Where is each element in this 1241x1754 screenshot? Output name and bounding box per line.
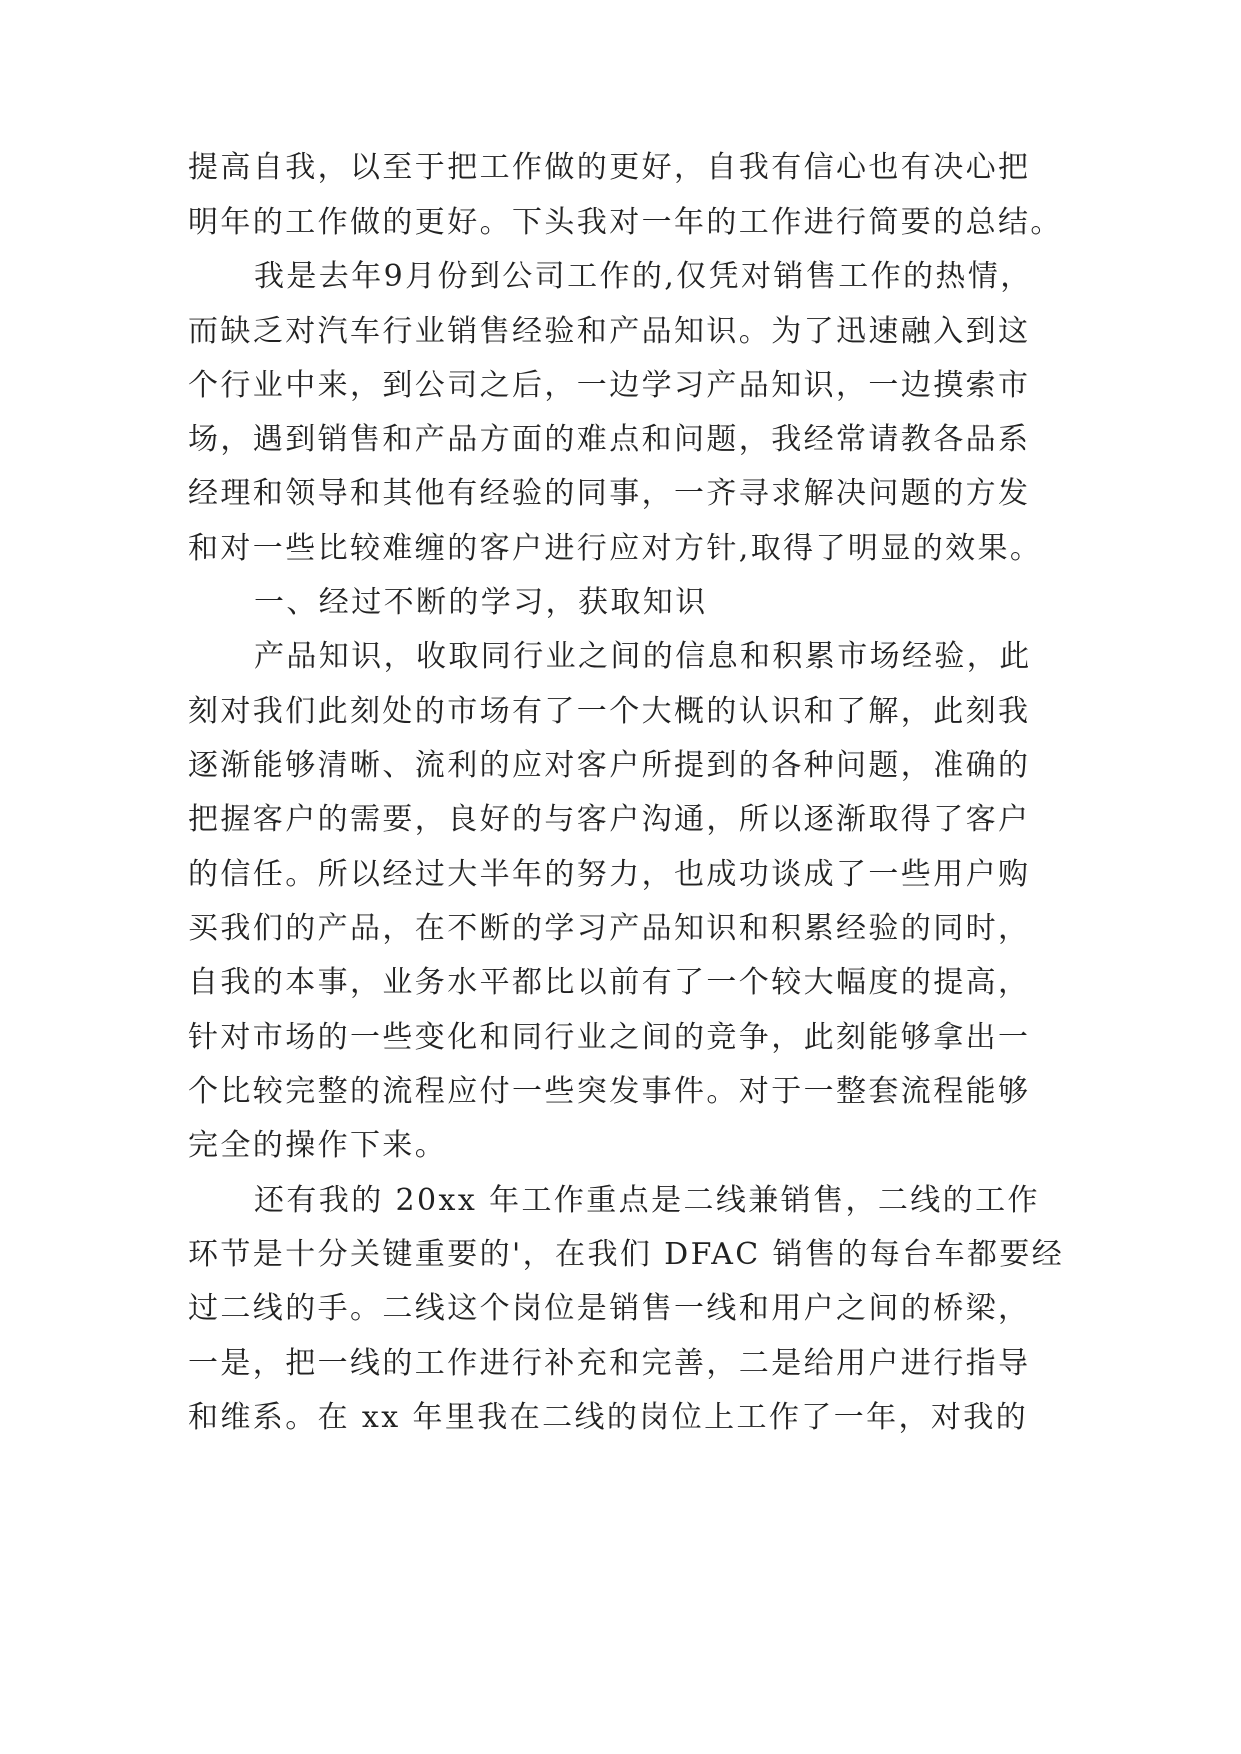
text-line: 针对市场的一些变化和同行业之间的竞争，此刻能够拿出一 bbox=[188, 1020, 1031, 1055]
text-line: 和维系。在 xx 年里我在二线的岗位上工作了一年，对我的 bbox=[188, 1400, 1029, 1435]
text-line: 环节是十分关键重要的'，在我们 DFAC 销售的每台车都要经 bbox=[188, 1237, 1065, 1272]
text-line: 一是，把一线的工作进行补充和完善，二是给用户进行指导 bbox=[188, 1346, 1031, 1381]
paragraph-start-line: 我是去年9月份到公司工作的,仅凭对销售工作的热情， bbox=[254, 259, 1033, 294]
text-line: 明年的工作做的更好。下头我对一年的工作进行简要的总结。 bbox=[188, 205, 1063, 240]
text-line: 完全的操作下来。 bbox=[188, 1128, 448, 1163]
text-line: 把握客户的需要，良好的与客户沟通，所以逐渐取得了客户 bbox=[188, 802, 1031, 837]
text-line: 而缺乏对汽车行业销售经验和产品知识。为了迅速融入到这 bbox=[188, 314, 1031, 349]
text-line: 场，遇到销售和产品方面的难点和问题，我经常请教各品系 bbox=[188, 422, 1031, 457]
paragraph-start-line: 还有我的 20xx 年工作重点是二线兼销售，二线的工作 bbox=[254, 1183, 1040, 1218]
text-line: 刻对我们此刻处的市场有了一个大概的认识和了解，此刻我 bbox=[188, 694, 1031, 729]
section-heading: 一、经过不断的学习，获取知识 bbox=[254, 585, 708, 620]
text-line: 的信任。所以经过大半年的努力，也成功谈成了一些用户购 bbox=[188, 857, 1031, 892]
text-line: 买我们的产品，在不断的学习产品知识和积累经验的同时， bbox=[188, 911, 1031, 946]
text-line: 提高自我，以至于把工作做的更好，自我有信心也有决心把 bbox=[188, 150, 1031, 185]
text-line: 个比较完整的流程应付一些突发事件。对于一整套流程能够 bbox=[188, 1074, 1031, 1109]
text-line: 逐渐能够清晰、流利的应对客户所提到的各种问题，准确的 bbox=[188, 748, 1031, 783]
paragraph-start-line: 产品知识，收取同行业之间的信息和积累市场经验，此 bbox=[254, 639, 1032, 674]
text-line: 经理和领导和其他有经验的同事，一齐寻求解决问题的方发 bbox=[188, 476, 1031, 511]
text-line: 和对一些比较难缠的客户进行应对方针,取得了明显的效果。 bbox=[188, 531, 1043, 566]
text-line: 过二线的手。二线这个岗位是销售一线和用户之间的桥梁， bbox=[188, 1291, 1031, 1326]
text-line: 个行业中来，到公司之后，一边学习产品知识，一边摸索市 bbox=[188, 368, 1031, 403]
text-line: 自我的本事，业务水平都比以前有了一个较大幅度的提高， bbox=[188, 965, 1031, 1000]
